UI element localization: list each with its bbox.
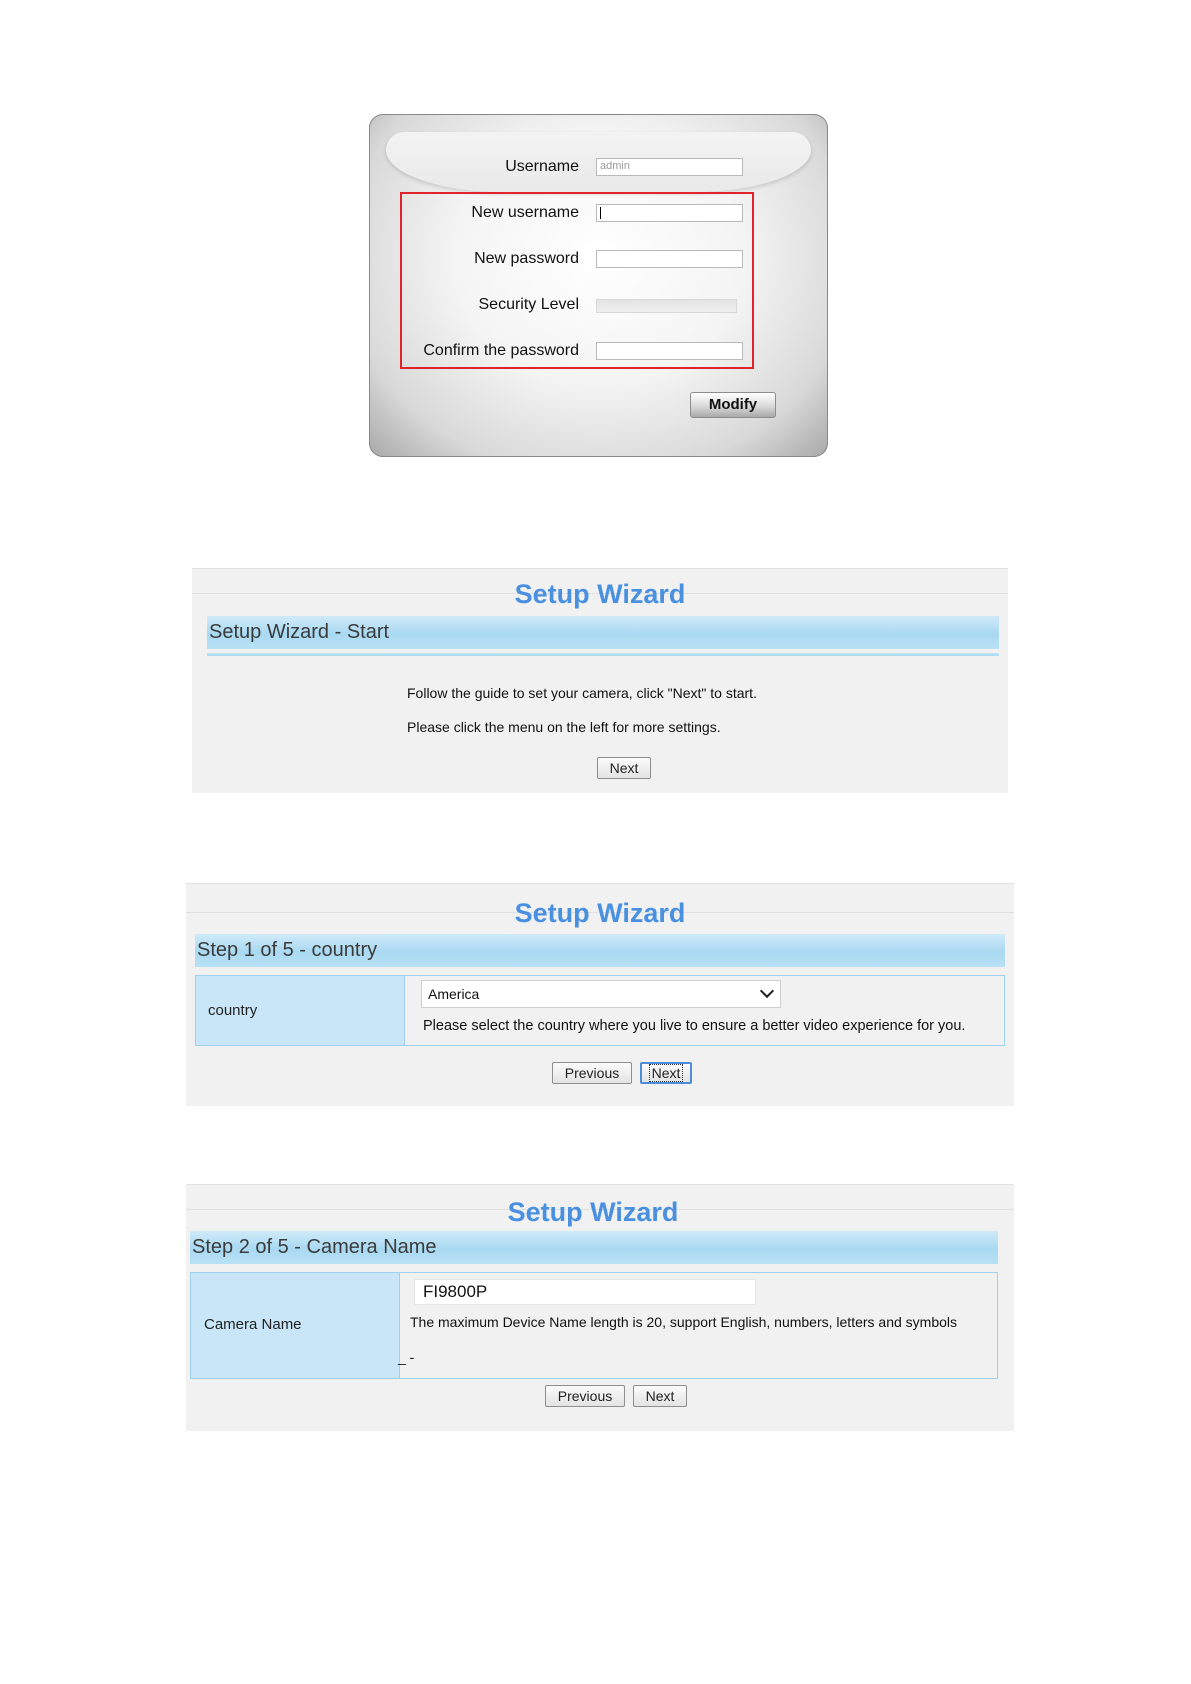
camera-name-hint-symbols: _ - <box>398 1349 415 1365</box>
new-username-label: New username <box>471 204 579 221</box>
wizard-title: Setup Wizard <box>514 579 686 609</box>
country-hint: Please select the country where you live to ensure a better video experience for you. <box>423 1018 966 1034</box>
camera-name-hint: The maximum Device Name length is 20, support English, numbers, letters and symbols <box>410 1314 958 1330</box>
previous-button[interactable]: Previous <box>545 1385 625 1407</box>
country-row <box>195 975 1005 1046</box>
username-label: Username <box>505 158 579 175</box>
modify-button[interactable]: Modify <box>690 392 776 418</box>
instruction-line-2: Please click the menu on the left for more settings. <box>407 719 721 735</box>
wizard-title: Setup Wizard <box>514 898 686 928</box>
country-value-cell <box>405 976 1004 1045</box>
section-header: Setup Wizard - Start <box>207 616 999 649</box>
camera-name-value-cell <box>400 1273 997 1378</box>
setup-wizard-step2-panel <box>186 1184 1014 1431</box>
username-field[interactable]: admin <box>596 158 743 176</box>
country-selected-value: America <box>428 986 480 1002</box>
section-underline <box>207 653 999 656</box>
section-header: Step 1 of 5 - country <box>195 934 1005 967</box>
next-button[interactable]: Next <box>633 1385 687 1407</box>
next-button[interactable]: Next <box>597 757 651 779</box>
highlight-box <box>400 192 754 369</box>
setup-wizard-step1-panel <box>186 883 1014 1106</box>
next-button-label: Next <box>651 1065 681 1081</box>
section-header: Step 2 of 5 - Camera Name <box>190 1231 998 1264</box>
account-modify-panel <box>369 114 828 457</box>
confirm-password-label: Confirm the password <box>423 342 579 359</box>
camera-name-input[interactable]: FI9800P <box>414 1279 756 1305</box>
country-select[interactable] <box>421 980 781 1008</box>
previous-button[interactable]: Previous <box>552 1062 632 1084</box>
setup-wizard-start-panel <box>192 568 1008 793</box>
camera-name-row <box>190 1272 998 1379</box>
chevron-down-icon <box>760 984 774 998</box>
camera-name-label: Camera Name <box>191 1273 400 1378</box>
country-label: country <box>196 976 405 1045</box>
security-level-label: Security Level <box>478 296 579 313</box>
next-button[interactable] <box>640 1062 692 1084</box>
new-password-label: New password <box>474 250 579 267</box>
instruction-line-1: Follow the guide to set your camera, click "Next" to start. <box>407 685 757 701</box>
wizard-title: Setup Wizard <box>507 1197 679 1227</box>
